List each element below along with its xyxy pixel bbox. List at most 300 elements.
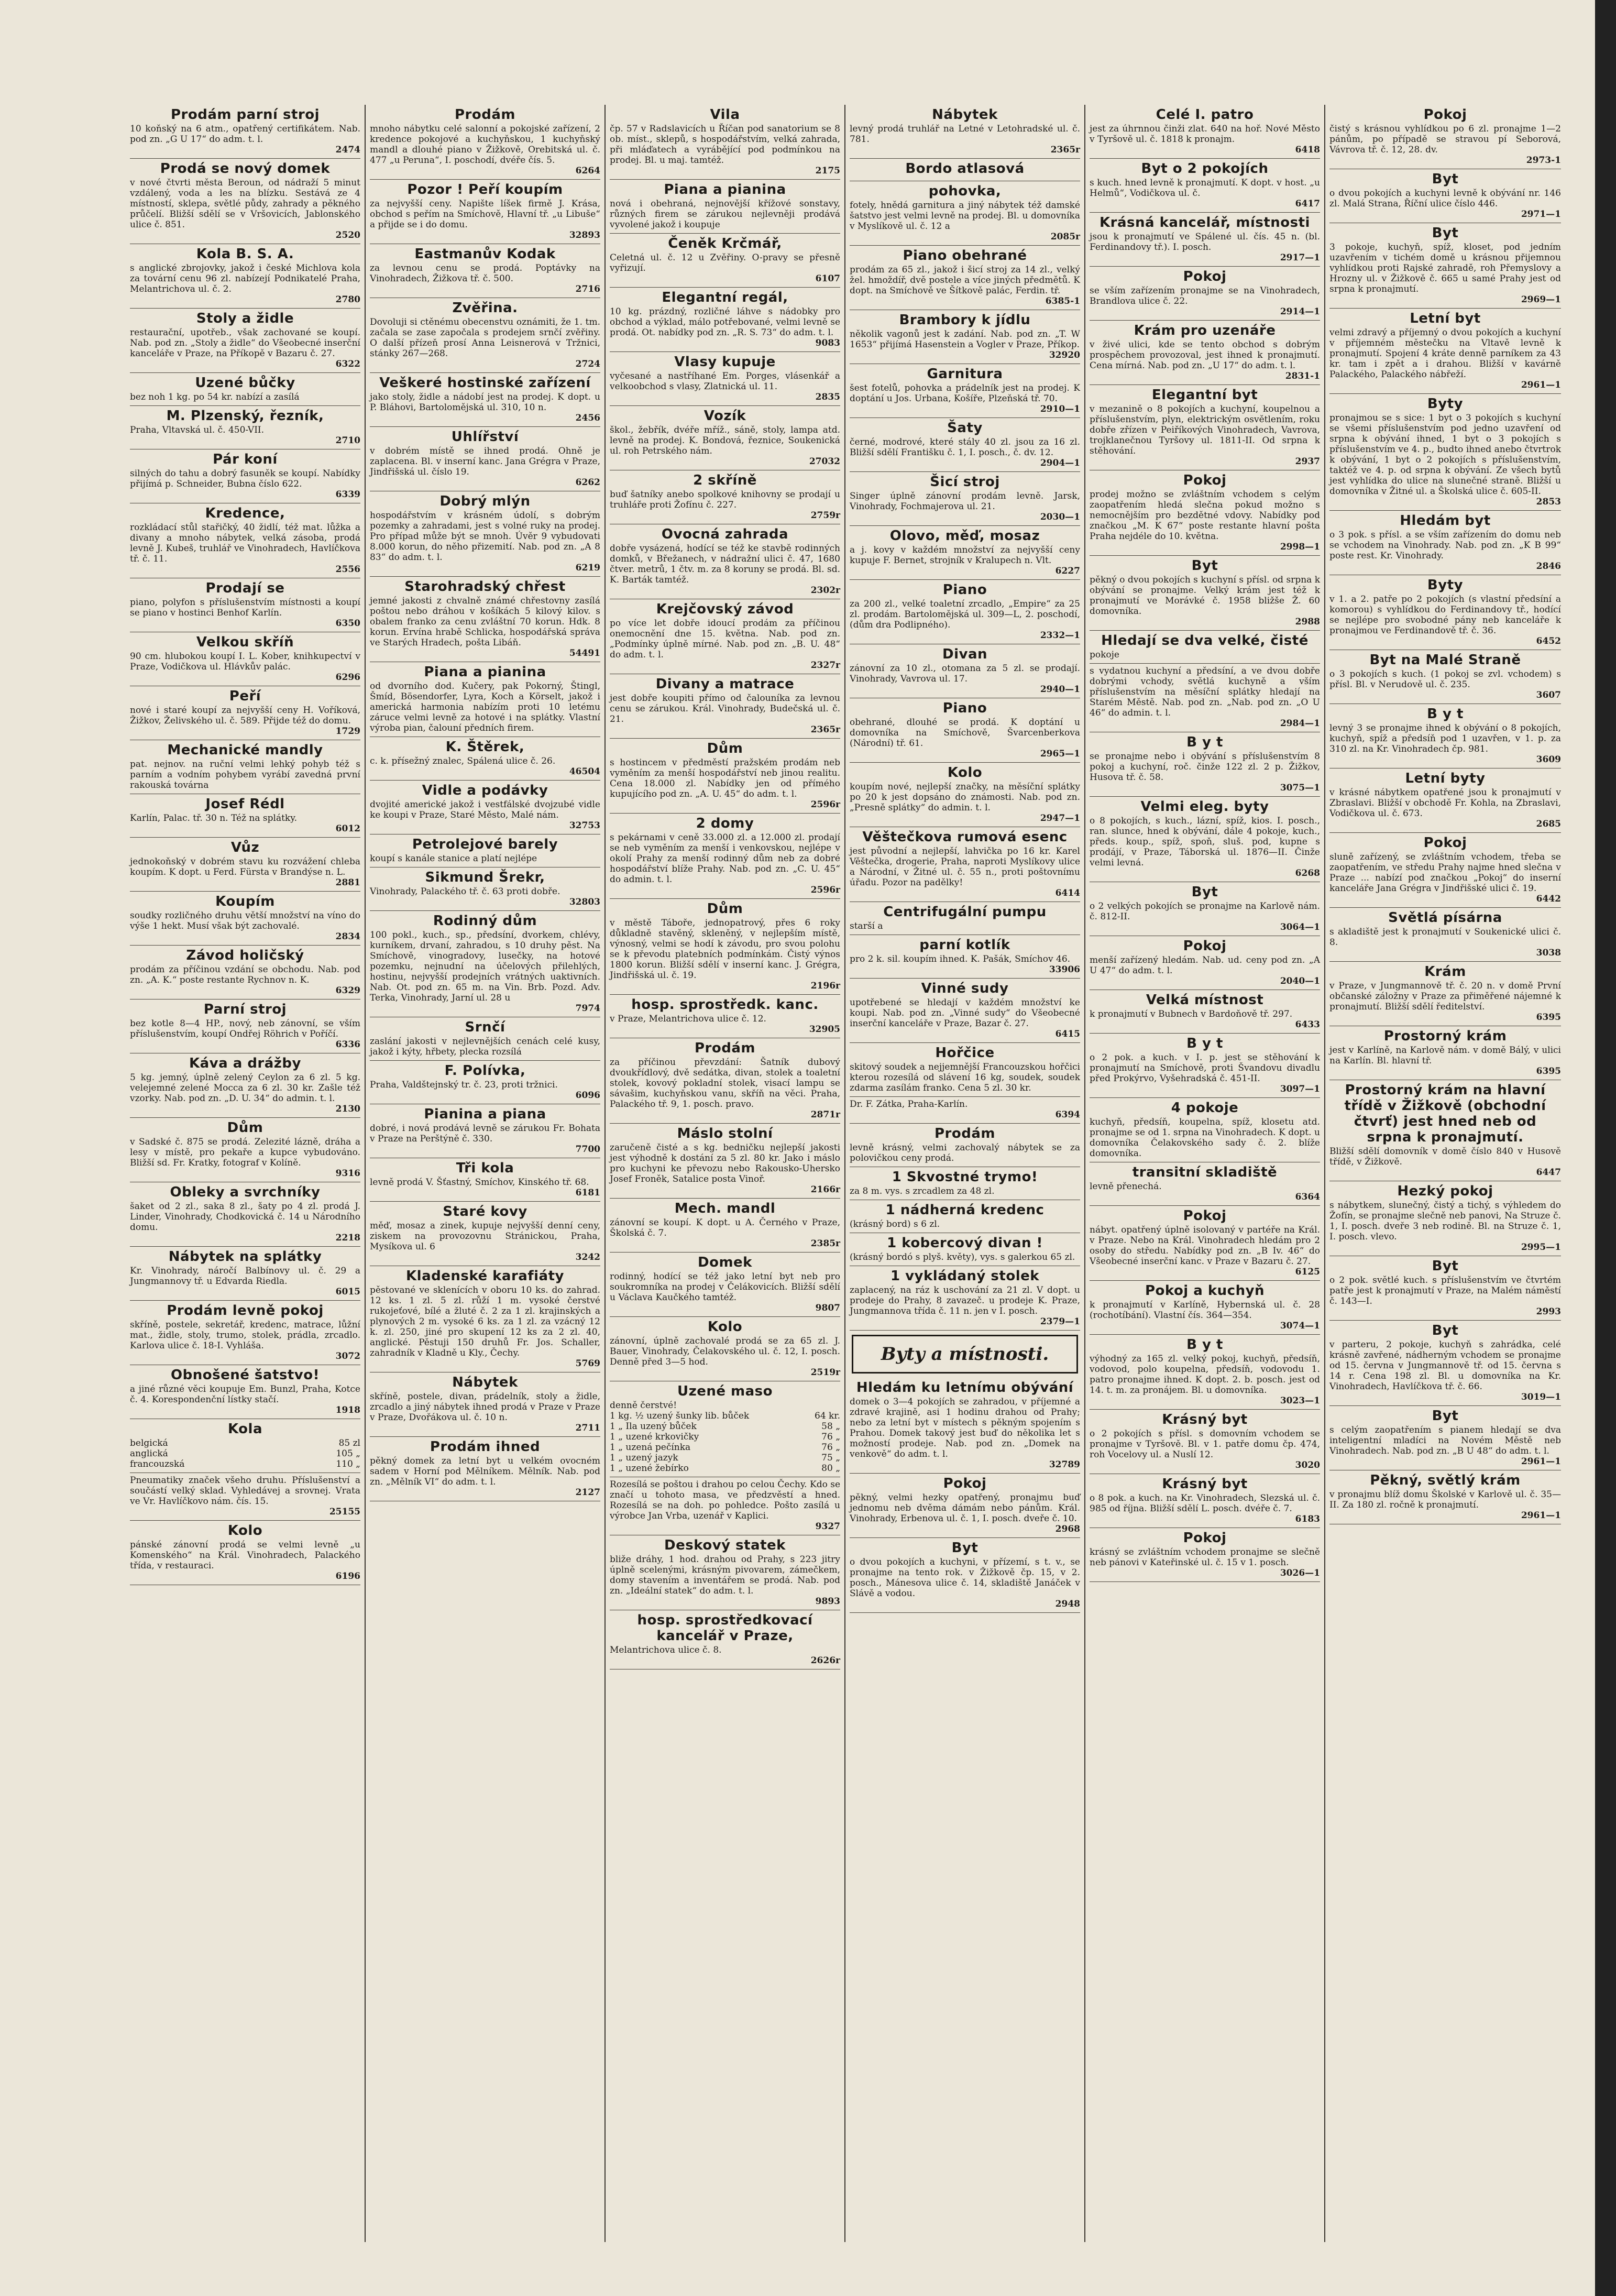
- classified-ad: [850, 1538, 1080, 1613]
- ad-code: 6417: [1295, 199, 1320, 209]
- ad-title: Krám: [1424, 964, 1466, 980]
- classified-ad: [610, 352, 840, 406]
- classified-ad: [130, 838, 360, 892]
- ad-body: o 2 pokojích s přísl. s domovním vchodem se pronajme v Tyršově. Bl. v 1. patře domu čp. 474, roh Vocelovy ul. a Nuslí 12.: [1090, 1429, 1320, 1460]
- ad-code: 32803: [569, 897, 600, 907]
- classified-ad: [370, 180, 600, 244]
- ad-code: 54491: [569, 648, 600, 658]
- ad-body: 5 kg. jemný, úplně zelený Ceylon za 6 zl. 5 kg. velejemné zelené Mocca za 6 zl. 30 kr. Zašle též vzorky. Nab. pod zn. „D. U. 34“ do admin. t. l.: [130, 1072, 360, 1104]
- ad-title: Kolo: [947, 765, 983, 781]
- classified-ad: [610, 406, 840, 470]
- price-value: 110 „: [336, 1459, 360, 1469]
- price-row: [130, 1438, 360, 1448]
- classified-ad: [850, 644, 1080, 698]
- ad-body: za 8 m. vys. s zrcadlem za 48 zl.: [850, 1186, 995, 1196]
- classified-ad: [850, 1043, 1080, 1097]
- ad-title: Garnitura: [927, 366, 1003, 382]
- ad-body: za příčinou převzdání: Šatník dubový dvoukřídlový, dvě sedátka, divan, stolek a toaletní stolek, kovový pokladní stolek, visací lampu se sávašim, kuchyňskou vanu, skříň na věci. Praha, Palackého tř. 9, 1. posch. pravo.: [610, 1057, 840, 1109]
- classified-ad: [130, 159, 360, 244]
- ad-body: šest fotelů, pohovka a prádelník jest na prodej. K doptání u Jos. Urbana, Košíře, Plzeňská tř. 70.: [850, 383, 1080, 404]
- ad-body: Pneumatiky značek všeho druhu. Příslušenství a součástí velký sklad. Vyhledávej a srovnej. Vrata ve Vr. Havlíčkovo nám. čís. 15.: [130, 1475, 360, 1507]
- ad-title: Hledají se dva velké, čisté: [1101, 633, 1309, 649]
- ad-code: 2030—1: [1040, 512, 1080, 522]
- classified-ad: [1329, 768, 1561, 833]
- ad-body: za nejvyšší ceny. Napište líšek firmě J. Krása, obchod s peřím na Smíchově, Hlavní tř. „u Libuše“ a přijde se i do domu.: [370, 199, 600, 230]
- ad-body: bliže dráhy, 1 hod. drahou od Prahy, s 223 jitry úplně scelenými, krásným pivovarem, zámečkem, domy stavením a inventářem se prodá. Nab. pod zn. „Ideální statek“ do adm. t. l.: [610, 1554, 840, 1596]
- ad-title: Nábytek: [452, 1375, 518, 1390]
- classified-ad: [850, 1378, 1080, 1474]
- ad-body: skříně, postele, sekretář, kredenc, matrace, lůžní mat., židle, stoly, trumo, stolek, prádla, zrcadlo. Karlova ulice č. 18-I. Vyhláša.: [130, 1320, 360, 1351]
- ad-title: Centrifugální pumpu: [883, 904, 1047, 920]
- newspaper-page: [126, 105, 1566, 2242]
- ad-title: Věštečkova rumová esenc: [862, 829, 1068, 845]
- ad-title: Stoly a židle: [196, 311, 294, 326]
- classified-ad: [370, 911, 600, 1017]
- classified-ad: [370, 1158, 600, 1202]
- ad-title: Kola: [227, 1421, 262, 1437]
- ad-title: Letní byty: [1405, 771, 1486, 786]
- classified-ad: [130, 309, 360, 373]
- ad-body: zaplacený, na ráz k uschování za 21 zl. V dopt. u prodeje do Prahy, 8 zavazeč. u prodeje K. Praze, Jungmannova třída č. 11 n. jen v I. posch.: [850, 1285, 1080, 1316]
- classified-ad: [850, 1124, 1080, 1167]
- ad-body: se vším zařízením pronajme se na Vinohradech, Brandlova ulice č. 22.: [1090, 285, 1320, 306]
- classified-ad: [130, 1118, 360, 1182]
- classified-ad: [1090, 213, 1320, 267]
- ad-body: a jiné různé věci koupuje Em. Bunzl, Praha, Kotce č. 4. Korespondenční lístky stačí.: [130, 1384, 360, 1405]
- ad-body: Melantrichova ulice č. 8.: [610, 1645, 722, 1655]
- ad-title: Velká místnost: [1146, 992, 1264, 1008]
- ad-title: Divany a matrace: [655, 676, 795, 692]
- ad-title: Světlá písárna: [1388, 910, 1502, 926]
- classified-ad: [370, 373, 600, 427]
- classified-ad: [1090, 631, 1320, 664]
- ad-body: s akladiště jest k pronajmutí v Soukenické ulici č. 8.: [1329, 927, 1561, 948]
- price-value: 80 „: [821, 1463, 840, 1474]
- ad-body: 100 pokl., kuch., sp., předsíní, dvorkem, chlévy, kurníkem, drvaní, zahradou, s 10 druhy pěst. Na Smíchově, vinogradovy, lusečky, na hotové pozemku, nejnudní na účelových přilehlých, hostinu, nejvyšší prodejních vrátných uaktivních. Nab. Ot. pod zn. 65 m. na Vin. Brb. Pozd. Adv. Terka, Vinohrady, Jarní ul. 28 u: [370, 930, 600, 1003]
- ad-title: parní kotlík: [919, 937, 1010, 953]
- ad-body: levný 3 se pronajme ihned k obývání o 8 pokojích, kuchyň, spíž a předsíň pod 1 uzavřen, v 1. p. za 310 zl. na Kr. Vinohradech čp. 981.: [1329, 723, 1561, 754]
- ad-code: 6415: [1055, 1029, 1080, 1039]
- ad-code: 2834: [335, 931, 360, 942]
- ad-code: 6125: [1295, 1267, 1320, 1277]
- classified-ad: [610, 1381, 840, 1477]
- ad-title: Elegantní byt: [1151, 387, 1258, 403]
- ad-body: zánovní, úplně zachovalé prodá se za 65 zl. J. Bauer, Vinohrady, Čelakovského ul. č. 12, I. posch. Denně před 3—5 hod.: [610, 1336, 840, 1367]
- ad-code: 6012: [335, 823, 360, 834]
- ad-code: 6096: [575, 1090, 600, 1101]
- ad-title: Srnčí: [465, 1019, 505, 1035]
- classified-ad: [1090, 1034, 1320, 1098]
- classified-ad: [850, 1097, 1080, 1124]
- ad-code: 2166r: [810, 1184, 840, 1195]
- ad-body: 10 kg. prázdný, rozličné láhve s nádobky pro obchod a výklad, málo potřebované, velmi levně se prodá. Ot. nabídky pod zn. „R. S. 73“ do adm. t. l.: [610, 306, 840, 338]
- ad-body: prodej možno se zvláštním vchodem s celým zaopatřením hledá slečna pokud možno s nemocnějším pro bezdětné vdovy. Nabídky pod značkou „M. K 67“ poste restante hlavní pošta Praha nejdéle do 10. května.: [1090, 489, 1320, 542]
- ad-title: Pokoj: [1183, 938, 1227, 954]
- ad-body: vyčesané a nastříhané Em. Porges, vlásenkář a velkoobchod s vlasy, Zlatnická ul. 11.: [610, 371, 840, 392]
- price-item: 1 „ Ila uzený bůček: [610, 1421, 697, 1432]
- ad-body: o 8 pok. a kuch. na Kr. Vinohradech, Slezská ul. č. 985 od října. Bližší sdělí L. posch. dvéře č. 7.: [1090, 1493, 1320, 1514]
- ad-body: pěstované ve sklenících v oboru 10 ks. do zahrad. 12 ks. 1 zl. 5 zl. růží 1 m. vysoké čerstvé rukojeťové, bílé a žluté č. 2 za 1 zl. krajinských a plynových 2 m. vysoké 6 ks. za 1 zl. za vzácný 12 k. zl. 250, jiné pro skupení 12 ks za 2 zl. 40, anglické. Pěstuji 150 druhů Fr. Jos. Schaller, zahradník v Kladně u Kly., Čechy.: [370, 1285, 600, 1358]
- ad-code: 6414: [1055, 888, 1080, 898]
- ad-body: měď, mosaz a zinek, kupuje nejvyšší denní ceny, ziskem na provozovnu Stránickou, Praha, Mysíkova ul. 6: [370, 1221, 600, 1252]
- ad-code: 9316: [335, 1168, 360, 1179]
- ad-title: Byt: [1432, 171, 1459, 187]
- ad-title: Pokoj: [1183, 1208, 1227, 1224]
- ad-code: 6350: [335, 618, 360, 629]
- ad-title: Šaty: [947, 420, 983, 436]
- ad-code: 2596r: [810, 885, 840, 895]
- ad-title: Staré kovy: [443, 1204, 527, 1220]
- classified-ad: [610, 470, 840, 524]
- ad-body: o 8 pokojích, s kuch., lázní, spíž, kios. I. posch., ran. slunce, hned k obývání, dále 4 pokoje, kuch., předs. koup., spíž, spoň, sluš. pod, kupne s prodájí, v Praze, Táborská ul. 1876—II. Činže velmi levná.: [1090, 816, 1320, 868]
- ad-body: menší zařízený hledám. Nab. ud. ceny pod zn. „A U 47“ do adm. t. l.: [1090, 955, 1320, 976]
- ad-body: s hostincem v předměstí pražském prodám neb vyměním za menší hospodářství neb jinou realitu. Cena 18.000 zl. Nabídky jen od přímého kupujícího pod zn. „A. U. 45“ do adm. t. l.: [610, 757, 840, 799]
- ad-title: Rodinný dům: [433, 913, 537, 929]
- ad-code: 6339: [335, 489, 360, 500]
- ad-title: Prodám levně pokoj: [167, 1303, 324, 1319]
- ad-code: 6219: [575, 563, 600, 573]
- ad-body: škol., žebřík, dvéře mříž., sáně, stoly, lampa atd. levně na prodej. K. Bondová, řeznice, Soukenická ul. roh Petrského nám.: [610, 425, 840, 456]
- ad-body: za levnou cenu se prodá. Poptávky na Vinohradech, Žižkova tř. č. 500.: [370, 263, 600, 284]
- ad-code: 3026—1: [1280, 1568, 1320, 1578]
- ad-code: 2831-1: [1285, 371, 1320, 381]
- ad-code: 33906: [1049, 964, 1080, 975]
- ad-title: Starohradský chřest: [404, 579, 566, 595]
- ad-code: 3019—1: [1521, 1392, 1561, 1402]
- ad-body: Rozesílá se poštou i drahou po celou Čechy. Kdo se značí u tohoto masa, ve předzvěstí a hned. Rozesílá se na doh. po pohledce. Pošto zasílá u výrobce Jan Vrba, uzenář v Kaplici.: [610, 1479, 840, 1521]
- classified-ad: [370, 105, 600, 180]
- ad-body: a j. kovy v každém množství za nejvyšší ceny kupuje F. Bernet, strojník v Kralupech n. Vlt.: [850, 545, 1080, 566]
- ad-title: Piano: [942, 700, 987, 716]
- classified-ad: [850, 979, 1080, 1043]
- ad-body: čistý s krásnou vyhlídkou po 6 zl. pronajme 1—2 pánům, po případě se stravou pí Seborová, Vávrova tř. č. 12, 28. dv.: [1329, 124, 1561, 155]
- ad-title: Byty: [1427, 577, 1464, 593]
- classified-ad: [850, 105, 1080, 159]
- ad-title: Pokoj: [1183, 269, 1227, 284]
- ad-title: Brambory k jídlu: [899, 312, 1031, 328]
- ad-code: 2871r: [810, 1109, 840, 1120]
- ad-code: 6227: [1055, 566, 1080, 576]
- ad-title: Závod holičský: [186, 948, 304, 963]
- ad-body: o 2 pok. a kuch. v I. p. jest se stěhování k pronajmutí na Smíchově, proti Švandovu divadlu před Prokýrvo, Vyšehradská č. 451-II.: [1090, 1052, 1320, 1084]
- ad-title: Prodám: [935, 1126, 995, 1141]
- classified-ad: [610, 1124, 840, 1199]
- classified-ad: [130, 740, 360, 794]
- ad-title: Zvěřina.: [452, 300, 518, 316]
- ad-code: 2904—1: [1040, 458, 1080, 468]
- ad-title: Kolo: [707, 1319, 743, 1335]
- price-item: belgická: [130, 1438, 168, 1448]
- ad-body: jest za úhrnnou činži zlat. 640 na hoř. Nové Město v Tyršově ul. č. 1818 k pronajm.: [1090, 124, 1320, 145]
- ad-body: jsou k pronajmutí ve Spálené ul. čís. 45 n. (bl. Ferdinandovy tř.). I. posch.: [1090, 232, 1320, 252]
- classified-ad: [850, 1233, 1080, 1266]
- ad-body: k pronajmutí v Karlíně, Hybernská ul. č. 28 (rochotíbání). Vlastní čís. 364—354.: [1090, 1300, 1320, 1321]
- ad-code: 2961—1: [1521, 1510, 1561, 1521]
- classified-ad: [1329, 1080, 1561, 1181]
- ad-code: 3075—1: [1280, 783, 1320, 793]
- classified-ad: [850, 526, 1080, 580]
- ad-body: bez kotle 8—4 HP., nový, neb zánovní, se vším příslušenstvím, koupí Ondřej Röhrich v Poříčí.: [130, 1018, 360, 1039]
- classified-ad: [130, 373, 360, 406]
- ad-code: 2971—1: [1521, 209, 1561, 219]
- classified-ad: [370, 1061, 600, 1104]
- ad-code: 6385-1: [1045, 296, 1080, 306]
- classified-ad: [850, 364, 1080, 418]
- ad-title: Byt: [1432, 1323, 1459, 1338]
- ad-code: 6015: [335, 1287, 360, 1297]
- classified-ad: [370, 577, 600, 662]
- classified-ad: [610, 995, 840, 1038]
- classified-ad: [1329, 833, 1561, 908]
- ad-code: 2302r: [810, 585, 840, 596]
- ad-code: 2218: [335, 1233, 360, 1243]
- ad-body: upotřebené se hledají v každém množství ke koupi. Nab. pod zn. „Vinné sudy“ do Všeobecné inserční kanceláře v Praze, Bazar č. 27.: [850, 997, 1080, 1029]
- classified-ad: [850, 1167, 1080, 1200]
- ad-body: skitový soudek a nejjemnější Francouzskou hořčici kterou rozesílá od slávení 16 kg, soudek, soudek zdarma zasílám franko. Cena 5 zl. 30 kr.: [850, 1062, 1080, 1093]
- classified-ad: [130, 244, 360, 309]
- classified-ad: [1329, 1181, 1561, 1256]
- classified-ad: [1329, 223, 1561, 309]
- ad-title: Pokoj a kuchyň: [1145, 1283, 1265, 1299]
- classified-ad: [130, 1419, 360, 1473]
- ad-body: v nové čtvrti města Beroun, od nádraží 5 minut vzdálený, voda a les na blízku. Sestává ze 4 místností, sklepa, světlé půdy, zahrady a pěkného průčelí. Bližší sdělí se v Vršovicích, Jablonského ulice č. 851.: [130, 178, 360, 230]
- price-item: 1 „ uzené krkovičky: [610, 1432, 699, 1442]
- ad-body: o 3 pok. s přísl. a se vším zařízením do domu neb se vchodem na Vinohrady. Nab. pod zn. „K B 99“ poste rest. Kr. Vinohrady.: [1329, 530, 1561, 561]
- ad-title: Čeněk Krčmář,: [668, 236, 782, 251]
- ad-title: Dům: [707, 901, 743, 917]
- ad-code: 25155: [329, 1507, 360, 1517]
- classified-ad: [1090, 936, 1320, 990]
- price-value: 76 „: [821, 1432, 840, 1442]
- ad-title: B y t: [1186, 734, 1223, 750]
- ad-code: 3038: [1536, 948, 1561, 958]
- ad-code: 2917—1: [1280, 252, 1320, 263]
- classified-ad: [1090, 664, 1320, 732]
- classified-ad: [130, 1247, 360, 1301]
- classified-ad: [1329, 650, 1561, 704]
- classified-ad: [130, 105, 360, 159]
- ad-title: Byty: [1427, 396, 1464, 412]
- ad-body: se pronajme nebo i obývání s příslušenstvím 8 pokoj a kuchyní, roč. činže 122 zl. 2 p. Žižkov, Husova tř. č. 58.: [1090, 751, 1320, 783]
- price-row: [610, 1421, 840, 1432]
- ad-code: 2710: [335, 435, 360, 446]
- ad-body: Dovoluji si ctěnému obecenstvu oznámiti, že 1. tm. začala se zase započala s prodejem srnčí zvěřiny. O další přízeň prosí Anna Leisnerová v Tržnici, stánky 267—268.: [370, 317, 600, 359]
- ad-body: 3 pokoje, kuchyň, spíž, kloset, pod jedním uzavřením v tichém domě u krásnou přijemnou vyhlídkou proti Rajské zahradě, roh Přemyslovy a Hrozny ul. v Žižkově č. 665 u samé Prahy jest od srpna k pronajmutí.: [1329, 242, 1561, 294]
- price-value: 58 „: [821, 1421, 840, 1432]
- ad-body: jest v Karlíně, na Karlově nám. v domě Bálý, v ulici na Karlín. Bl. hlavní tř.: [1329, 1045, 1561, 1066]
- ad-code: 3609: [1536, 754, 1561, 765]
- classified-ad: [1090, 1162, 1320, 1206]
- ad-code: 2846: [1536, 561, 1561, 572]
- ad-code: 6394: [1055, 1109, 1080, 1120]
- ad-title: Prodám parní stroj: [171, 107, 320, 123]
- ad-code: 2965—1: [1040, 749, 1080, 759]
- ad-body: jest dobře koupiti přímo od čalouníka za levnou cenu se zárukou. Král. Vinohrady, Budečská ul. č. 21.: [610, 693, 840, 724]
- ad-body: o 2 velkých pokojích se pronajme na Karlově nám. č. 812-II.: [1090, 901, 1320, 922]
- ad-code: 2130: [335, 1104, 360, 1114]
- ad-title: Letní byt: [1410, 311, 1481, 326]
- ad-body: denně čerstvé!: [610, 1400, 677, 1411]
- ad-body: kuchyň, předsíň, koupelna, spíž, klosetu atd. pronajme se od 1. srpna na Vinohradech. K dopt. u domovníka Čelakovského sady č. 2. blíže domovníka.: [1090, 1117, 1320, 1159]
- price-value: 75 „: [821, 1453, 840, 1463]
- ad-title: Pěkný, světlý krám: [1370, 1473, 1521, 1488]
- ad-body: Praha, Vltavská ul. č. 450-VII.: [130, 425, 265, 435]
- ad-title: Kladenské karafiáty: [406, 1268, 564, 1284]
- classified-ad: [1090, 1206, 1320, 1281]
- ad-body: v 1. a 2. patře po 2 pokojích (s vlastní předsíní a komorou) s vyhlídkou do Ferdinandovy tř., hodící se nejlépe pro svobodné pány neb kanceláře k pronajmou ve Ferdinandově tř. č. 36.: [1329, 594, 1561, 636]
- classified-ad: [1090, 105, 1320, 159]
- classified-ad: [370, 1266, 600, 1372]
- ad-code: 2474: [335, 145, 360, 155]
- ad-body: 10 koňský na 6 atm., opatřený certifikátem. Nab. pod zn. „G U 17“ do adm. t. l.: [130, 124, 360, 145]
- ad-title: Byt: [1432, 225, 1459, 241]
- ad-code: 2332—1: [1040, 630, 1080, 641]
- classified-ad: [850, 310, 1080, 364]
- ad-title: Uzené bůčky: [195, 375, 295, 391]
- ad-title: Petrolejové barely: [412, 837, 558, 852]
- ad-code: 2780: [335, 294, 360, 305]
- ad-title: Sikmund Šrekr,: [425, 870, 545, 885]
- classified-ad: [130, 578, 360, 632]
- ad-body: c. k. přísežný znalec, Spálená ulice č. 26.: [370, 756, 556, 766]
- ad-title: Pokoj: [1183, 473, 1227, 488]
- ad-title: Byt: [1191, 884, 1218, 900]
- ad-body: silných do tahu a dobrý fasuněk se koupí. Nabídky přijímá p. Schneider, Bubna číslo 622.: [130, 468, 360, 489]
- ad-code: 3020: [1295, 1460, 1320, 1470]
- ad-body: v Praze, v Jungmannově tř. č. 20 n. v domě První občanské záložny v Praze za přiměřené nájemné k pronajmutí. Bližší sdělí ředitelství.: [1329, 981, 1561, 1012]
- classified-ad: [1329, 1026, 1561, 1080]
- classified-ad: [1090, 321, 1320, 385]
- price-row: [130, 1448, 360, 1459]
- ad-code: 2993: [1536, 1306, 1561, 1317]
- ad-title: Mechanické mandly: [167, 742, 323, 758]
- ad-title: Nábytek: [932, 107, 998, 123]
- ad-title: Uhlířství: [451, 429, 519, 445]
- ad-body: jednokoňský v dobrém stavu ku rozvážení chleba koupím. K dopt. u Ferd. Fürsta v Brandýse n. L.: [130, 856, 360, 877]
- ad-title: Byt: [1432, 1258, 1459, 1274]
- ad-code: 6433: [1295, 1019, 1320, 1030]
- classified-ad: [850, 246, 1080, 310]
- ad-code: 2969—1: [1521, 294, 1561, 305]
- ad-body: v dobrém místě se ihned prodá. Ohně je zaplacena. Bl. v inserní kanc. Jana Grégra v Praze, Jindřišská ul. číslo 19.: [370, 446, 600, 477]
- ad-title: Uzené maso: [677, 1383, 773, 1399]
- ad-title: hosp. sprostředkovací kancelář v Praze,: [637, 1612, 813, 1644]
- classified-ad: [610, 1317, 840, 1381]
- classified-ad: [610, 524, 840, 599]
- ad-code: 3072: [335, 1351, 360, 1361]
- classified-ad: [1090, 797, 1320, 882]
- classified-ad: [370, 662, 600, 737]
- ad-body: po více let dobře idoucí prodám za příčinou onemocnění dne 15. května. Nab. pod zn. „Podmínky úplně mírné. Nab. pod zn. „B. U. 48“ do adm. t. l.: [610, 618, 840, 660]
- ad-title: Bordo atlasová: [905, 161, 1025, 177]
- classified-ad: [1329, 575, 1561, 650]
- classified-ad: [850, 827, 1080, 902]
- price-row: [610, 1432, 840, 1442]
- ad-code: 2040—1: [1280, 976, 1320, 986]
- ad-body: levně krásný, velmi zachovalý nábytek se za polovičkou ceny prodá.: [850, 1142, 1080, 1163]
- ad-title: 1 Skvostné trymo!: [892, 1169, 1038, 1185]
- ad-title: Káva a drážby: [189, 1056, 301, 1071]
- ad-body: Kr. Vinohrady, náročí Balbínovy ul. č. 29 a Jungmannovy tř. u Edvarda Riedla.: [130, 1266, 360, 1287]
- ad-title: Prodám: [455, 107, 515, 123]
- classified-ad: [850, 698, 1080, 763]
- ad-title: 1 vykládaný stolek: [890, 1268, 1040, 1284]
- ad-code: 2711: [575, 1423, 600, 1433]
- ad-title: F. Polívka,: [444, 1063, 526, 1079]
- classified-ad: [1090, 732, 1320, 797]
- ad-body: pěkný o dvou pokojích s kuchyní s přísl. od srpna k obývání se pronajme. Velký krám jest též k pronajmutí ve Morávké č. 1958 bližše Ž. 60 domovníka.: [1090, 575, 1320, 617]
- ad-title: Prodám: [695, 1040, 755, 1056]
- ad-title: Josef Rédl: [205, 796, 285, 812]
- ad-column-3: [606, 105, 845, 2242]
- ad-code: 5769: [575, 1358, 600, 1369]
- ad-code: 2984—1: [1280, 718, 1320, 729]
- ad-body: bez noh 1 kg. po 54 kr. nabízí a zasílá: [130, 392, 300, 402]
- classified-ad: [130, 1053, 360, 1118]
- classified-ad: [130, 632, 360, 686]
- ad-code: 3074—1: [1280, 1321, 1320, 1331]
- classified-ad: [610, 1535, 840, 1610]
- classified-ad: [130, 999, 360, 1053]
- ad-body: v Praze, Melantrichova ulice č. 12.: [610, 1014, 766, 1024]
- page-edge-shadow: [1595, 0, 1616, 2296]
- ad-body: o 3 pokojích s kuch. (1 pokoj se zvl. vchodem) s přísl. Bl. v Nerudově ul. č. 235.: [1329, 669, 1561, 690]
- ad-title: Vůz: [230, 840, 260, 855]
- ad-body: o 2 pok. světlé kuch. s příslušenstvím ve čtvrtém patře jest k pronajmutí v Praze, na Malém náměstí č. 143—I.: [1329, 1275, 1561, 1306]
- ad-title: Byt o 2 pokojích: [1141, 161, 1269, 177]
- ad-code: 6196: [335, 1571, 360, 1581]
- classified-ad: [610, 180, 840, 234]
- classified-ad: [610, 1477, 840, 1535]
- ad-title: Pokoj: [943, 1476, 987, 1491]
- ad-title: Velmi eleg. byty: [1140, 799, 1269, 815]
- classified-ad: [850, 935, 1080, 979]
- price-row: [130, 1459, 360, 1469]
- classified-ad: [370, 244, 600, 298]
- ad-title: transitní skladiště: [1132, 1165, 1278, 1180]
- ad-title: Krejčovský závod: [656, 601, 794, 617]
- ad-body: pěkný domek za letní byt u velkém ovocném sadem v Horní pod Mělníkem. Mělník. Nab. pod zn. „Mělník VI“ do adm. t. l.: [370, 1456, 600, 1487]
- classified-ad: [610, 288, 840, 352]
- ad-body: pat. nejnov. na ruční velmi lehký pohyb též s parním a vodním pohybem vyrábí zavedná první rakouská továrna: [130, 759, 360, 790]
- ad-title: K. Štěrek,: [445, 739, 525, 755]
- ad-title: Dům: [227, 1120, 263, 1136]
- ad-code: 3607: [1536, 690, 1561, 700]
- ad-code: 2556: [335, 564, 360, 575]
- ad-title: M. Plzenský, řezník,: [166, 408, 324, 424]
- ad-code: 6329: [335, 985, 360, 996]
- ad-body: Bližší sdělí domovník v domě číslo 840 v Husově třídě, v Žižkově.: [1329, 1146, 1561, 1167]
- ad-title: Domek: [698, 1255, 752, 1270]
- classified-ad: [370, 781, 600, 834]
- ad-code: 2196r: [810, 981, 840, 991]
- ad-title: Byt: [1191, 558, 1218, 574]
- ad-column-1: [126, 105, 366, 2242]
- price-item: 1 „ uzená pečínka: [610, 1442, 691, 1453]
- ad-title: Krásný byt: [1162, 1476, 1248, 1492]
- ad-code: 2835: [815, 392, 840, 402]
- ad-body: od dvorního dod. Kučery, pak Pokorný, Štingl, Šmíd, Bösendorfer, Lyra, Koch a Körselt, jakož i americká harmonia nabízím proti 10 letému záruce velmi levně za hotové i na splátky. Vlastní výroba pian, čalouní předních firem.: [370, 681, 600, 733]
- ad-title: B y t: [1186, 1036, 1223, 1051]
- classified-ad: [370, 867, 600, 911]
- classified-ad: [1329, 511, 1561, 575]
- ad-title: Piana a pianina: [424, 664, 546, 680]
- ad-body: soudky rozličného druhu větší množství na víno do výše 1 hekt. Musí však být zachovalé.: [130, 910, 360, 931]
- classified-ad: [370, 737, 600, 781]
- ad-column-4: [845, 105, 1085, 2242]
- ad-code: 6452: [1536, 636, 1561, 646]
- ad-code: 2175: [815, 166, 840, 176]
